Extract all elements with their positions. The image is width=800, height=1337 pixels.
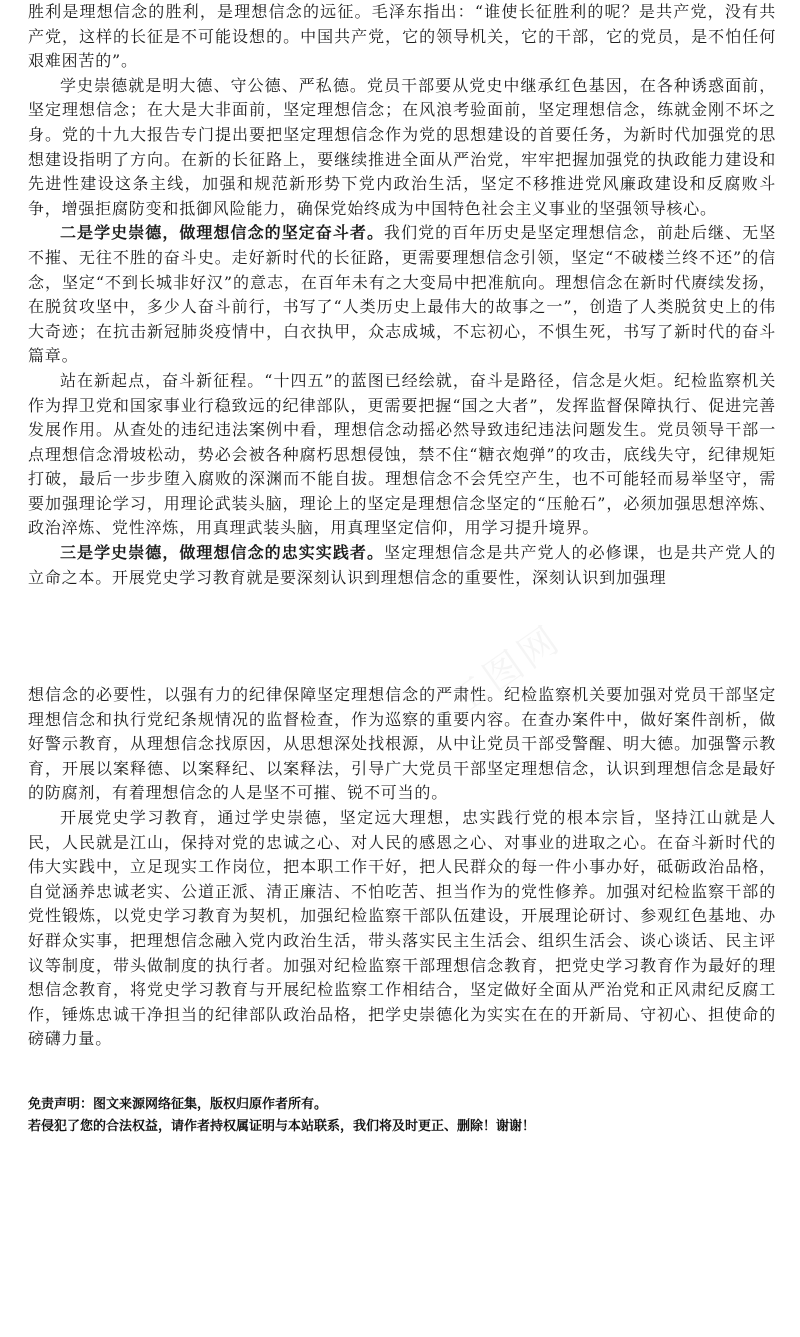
watermark-text: 工图网 [440, 616, 570, 725]
point-two-body: 我们党的百年历史是坚定理想信念，前赴后继、无坚不摧、无往不胜的奋斗史。走好新时代的长征路，更需要理想信念引领，坚定“不破楼兰终不还”的信念，坚定“不到长城非好汉”的意志，在百年未有之大变局中把准航向。理想信念在新时代赓续发扬，在脱贫攻坚中，多少人奋斗前行，书写了“人类历史上最伟大的故事之一”，创造了人类脱贫史上的伟大奇迹；在抗击新冠肺炎疫情中，白衣执甲，众志成城，不忘初心，不惧生死，书写了新时代的奋斗篇章。 [28, 223, 776, 366]
paragraph-new-start: 站在新起点，奋斗新征程。“十四五”的蓝图已经绘就，奋斗是路径，信念是火炬。纪检监察机关作为捍卫党和国家事业行稳致远的纪律部队，更需要把握“国之大者”，发挥监督保障执行、促进完善发展作用。从查处的违纪违法案例中看，理想信念动摇必然导致违纪违法问题发生。党员领导干部一点理想信念滑坡松动，势必会被各种腐朽思想侵蚀，禁不住“糖衣炮弹”的攻击，底线失守，纪律规矩打破，最后一步步堕入腐败的深渊而不能自拔。理想信念不会凭空产生，也不可能轻而易举坚守，需要加强理论学习，用理论武装头脑，理论上的坚定是理想信念坚定的“压舱石”，必须加强思想淬炼、政治淬炼、党性淬炼，用真理武装头脑，用真理坚定信仰，用学习提升境界。 [28, 370, 776, 538]
paragraph-point-two [28, 221, 776, 369]
article-section-1 [28, 0, 776, 590]
article-section-2 [28, 683, 776, 1052]
disclaimer-line-2: 若侵犯了您的合法权益，请作者持权属证明与本站联系，我们将及时更正、删除！谢谢！ [28, 1119, 536, 1134]
paragraph-conclusion: 开展党史学习教育，通过学史崇德，坚定远大理想，忠实践行党的根本宗旨，坚持江山就是人民，人民就是江山，保持对党的忠诚之心、对人民的感恩之心、对事业的进取之心。在奋斗新时代的伟大实践中，立足现实工作岗位，把本职工作干好，把人民群众的每一件小事办好，砥砺政治品格，自觉涵养忠诚老实、公道正派、清正廉洁、不怕吃苦、担当作为的党性修养。加强对纪检监察干部的党性锻炼，以党史学习教育为契机，加强纪检监察干部队伍建设，开展理论研讨、参观红色基地、办好群众实事，把理想信念融入党内政治生活，带头落实民主生活会、组织生活会、谈心谈话、民主评议等制度，带头做制度的执行者。加强对纪检监察干部理想信念教育，把党史学习教育作为最好的理想信念教育，将党史学习教育与开展纪检监察工作相结合，坚定做好全面从严治党和正风肃纪反腐工作，锤炼忠诚干净担当的纪律部队政治品格，把学史崇德化为实实在在的开新局、守初心、担使命的磅礴力量。 [28, 807, 776, 1049]
paragraph-point-three [28, 541, 776, 590]
disclaimer [28, 1094, 776, 1138]
paragraph-quote: 胜利是理想信念的胜利，是理想信念的远征。毛泽东指出：“谁使长征胜利的呢？是共产党，没有共产党，这样的长征是不可能设想的。中国共产党，它的领导机关，它的干部，它的党员，是不怕任何艰难困苦的”。 [28, 2, 776, 71]
point-three-body: 坚定理想信念是共产党人的必修课，也是共产党人的立命之本。开展党史学习教育就是要深刻认识到理想信念的重要性，深刻认识到加强理 [28, 543, 776, 587]
paragraph-continuation: 想信念的必要性，以强有力的纪律保障坚定理想信念的严肃性。纪检监察机关要加强对党员干部坚定理想信念和执行党纪条规情况的监督检查，作为巡察的重要内容。在查办案件中，做好案件剖析，做好警示教育，从理想信念找原因，从思想深处找根源，从中让党员干部受警醒、明大德。加强警示教育，开展以案释德、以案释纪、以案释法，引导广大党员干部坚定理想信念，认识到理想信念是最好的防腐剂，有着理想信念的人是坚不可摧、锐不可当的。 [28, 685, 776, 803]
point-three-heading: 三是学史崇德，做理想信念的忠实实践者。 [60, 543, 385, 563]
paragraph-moral: 学史崇德就是明大德、守公德、严私德。党员干部要从党史中继承红色基因，在各种诱惑面前，坚定理想信念；在大是大非面前，坚定理想信念；在风浪考验面前，坚定理想信念，练就金刚不坏之身。党的十九大报告专门提出要把坚定理想信念作为党的思想建设的首要任务，为新时代加强党的思想建设指明了方向。在新的长征路上，要继续推进全面从严治党，牢牢把握加强党的执政能力建设和先进性建设这条主线，加强和规范新形势下党内政治生活，坚定不移推进党风廉政建设和反腐败斗争，增强拒腐防变和抵御风险能力，确保党始终成为中国特色社会主义事业的坚强领导核心。 [28, 75, 776, 218]
disclaimer-line-1: 免责声明：图文来源网络征集，版权归原作者所有。 [28, 1097, 328, 1112]
point-two-heading: 二是学史崇德，做理想信念的坚定奋斗者。 [60, 223, 385, 243]
